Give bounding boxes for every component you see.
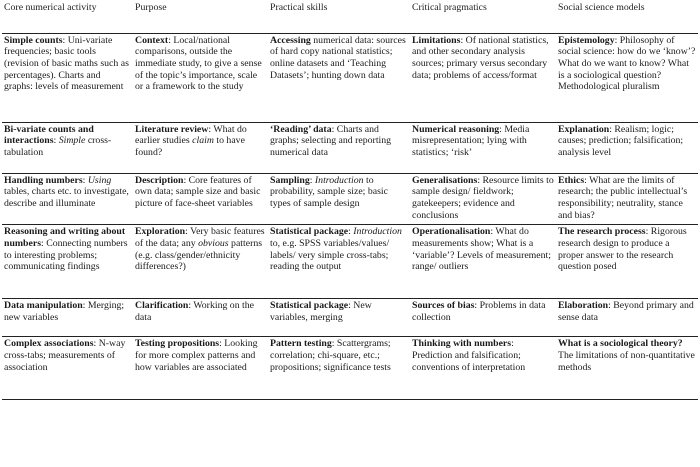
cell-text: : What are the limits of research; the public intellectual’s responsibility; neutrality, stance and bias? [558, 174, 688, 221]
table-cell [2, 225, 133, 299]
table-cell [2, 173, 133, 225]
table-row [2, 33, 698, 122]
cell-text: : Beyond primary and sense data [558, 300, 694, 324]
cell-term: What is a sociological theory? [558, 338, 683, 350]
cell-term: Pattern testing [270, 338, 332, 350]
cell-emphasis: Introduction [353, 226, 402, 238]
cell-text: : New variables, merging [270, 300, 372, 324]
table-body [2, 33, 698, 400]
table-cell [268, 225, 410, 299]
cell-emphasis: Simple [58, 135, 86, 147]
table-cell [2, 337, 133, 400]
table-cell [268, 337, 410, 400]
cell-text: : Connecting numbers to interesting problems; communicating findings [4, 238, 128, 273]
cell-text: : Of national statistics, and other secondary analysis sources; primary versus secondary data; problems of access/format [412, 34, 549, 81]
cell-term: ‘Reading’ data [270, 123, 332, 135]
cell-emphasis: Using [87, 174, 112, 186]
table-cell [268, 122, 410, 173]
cell-text: : N-way cross-tabs; measurements of association [4, 338, 126, 373]
cell-term: Clarification [135, 300, 189, 312]
cell-text: tables, charts etc. to investigate, describe and illuminate [4, 186, 129, 209]
table-cell [410, 33, 556, 122]
cell-text: : What do measurements show; What is a ‘variable’? Levels of measurement; range/ outliers [412, 226, 551, 273]
cell-term: The research process [558, 226, 646, 238]
cell-text: to have found? [135, 135, 245, 158]
column-header: Purpose [133, 0, 268, 33]
cell-text: : Core features of own data; sample size and basic picture of face-sheet variables [135, 174, 261, 209]
table-row [2, 225, 698, 299]
cell-term: Complex associations [4, 338, 94, 350]
column-header: Critical pragmatics [410, 0, 556, 33]
cell-term: Sampling [270, 174, 310, 186]
table-cell [556, 173, 698, 225]
table-row [2, 122, 698, 173]
cell-term: Context [135, 34, 169, 46]
cell-text: : Resource limits to sample design/ fieldwork; gatekeepers; evidence and conclusions [412, 174, 554, 221]
cell-text: : Problems in data collection [412, 300, 546, 324]
cell-term: Epistemology [558, 34, 615, 46]
cell-text: : Scattergrams; correlation; chi-square, etc.; propositions; significance tests [270, 338, 391, 373]
cell-term: Accessing [270, 34, 311, 46]
cell-text: : Media misrepresentation; lying with statistics; ‘risk’ [412, 123, 530, 158]
cell-term: Handling numbers [4, 174, 83, 186]
table-cell [268, 33, 410, 122]
cell-emphasis: Introduction [314, 174, 364, 186]
cell-text: : Realism; logic; causes; prediction; falsification; analysis level [558, 123, 684, 158]
cell-text: : [309, 174, 315, 186]
table-cell [133, 122, 268, 173]
cell-term: Generalisations [412, 174, 478, 186]
cell-text: The limitations of non-quantitative methods [558, 350, 695, 373]
cell-text: cross-tabulation [4, 135, 112, 158]
table-row [2, 299, 698, 337]
column-header: Social science models [556, 0, 698, 33]
cell-term: Testing propositions [135, 338, 220, 350]
table-row [2, 173, 698, 225]
column-header: Core numerical activity [2, 0, 133, 33]
cell-emphasis: obvious [198, 238, 229, 250]
table-cell [556, 337, 698, 400]
cell-text: : Rigorous research design to produce a proper answer to the research question posed [558, 226, 687, 273]
cell-term: Ethics [558, 174, 585, 186]
table-cell [556, 122, 698, 173]
cell-term: Explanation [558, 123, 610, 135]
cell-term: Bi-variate counts and interactions [4, 123, 94, 147]
cell-text: : Looking for more complex patterns and how variables are associated [135, 338, 258, 373]
cell-term: Operationalisation [412, 226, 491, 238]
cell-emphasis: claim [192, 135, 214, 147]
cell-term: Thinking with numbers [412, 338, 512, 350]
cell-term: Sources of bias [412, 300, 475, 312]
cell-text: : Uni-variate frequencies; basic tools (revision of basic maths such as percentages). Charts and graphs: levels of measurement [4, 34, 129, 93]
table-cell [410, 173, 556, 225]
curriculum-table [2, 0, 698, 400]
cell-text: : Working on the data [135, 300, 255, 324]
cell-text: patterns (e.g. class/gender/ethnicity differences?) [135, 238, 263, 273]
table-cell [268, 299, 410, 337]
table-cell [410, 337, 556, 400]
cell-text: : Very basic features of the data; any [135, 226, 265, 250]
cell-term: Elaboration [558, 300, 609, 312]
table-cell [268, 173, 410, 225]
table-cell [556, 33, 698, 122]
cell-term: Reasoning and writing about numbers [4, 226, 126, 250]
cell-text: to, e.g. SPSS variables/values/ labels/ very simple cross-tabs; reading the output [270, 238, 390, 273]
table-cell [2, 122, 133, 173]
cell-term: Description [135, 174, 184, 186]
cell-term: Statistical package [270, 300, 349, 312]
table-row [2, 337, 698, 400]
cell-text: : [82, 174, 88, 186]
cell-text: : [53, 135, 59, 147]
table-cell [556, 225, 698, 299]
cell-term: Literature review [135, 123, 209, 135]
table-cell [133, 299, 268, 337]
table-cell [410, 225, 556, 299]
header-row [2, 0, 698, 33]
cell-term: Data manipulation [4, 300, 83, 312]
table-cell [133, 33, 268, 122]
cell-text: : Prediction and falsification; conventions of interpretation [412, 338, 526, 373]
table-cell [133, 337, 268, 400]
cell-text: : Local/national comparisons, outside the immediate study, to give a sense of the topic’s importance, scale or a framework to the study [135, 34, 262, 93]
cell-text: to probability, sample size; basic types of sample design [270, 174, 388, 209]
cell-term: Statistical package [270, 226, 349, 238]
cell-text: : Merging; new variables [4, 300, 125, 324]
table-cell [133, 225, 268, 299]
cell-text: : Philosophy of social science: how do we ‘know’? What do we want to know? What is a sociological question? Methodological pluralism [558, 34, 696, 93]
cell-term: Numerical reasoning [412, 123, 500, 135]
table-cell [133, 173, 268, 225]
cell-text: : Charts and graphs; selecting and reporting numerical data [270, 123, 392, 158]
table-cell [410, 299, 556, 337]
cell-term: Exploration [135, 226, 186, 238]
cell-text: numerical data: sources of hard copy national statistics; online datasets and ‘Teaching Datasets’; hunting down data [270, 34, 406, 81]
column-header: Practical skills [268, 0, 410, 33]
cell-text: : [348, 226, 354, 238]
cell-term: Simple counts [4, 34, 63, 46]
cell-text: : What do earlier studies [135, 123, 247, 147]
cell-term: Limitations [412, 34, 461, 46]
table-cell [556, 299, 698, 337]
table-cell [2, 33, 133, 122]
table-cell [2, 299, 133, 337]
table-cell [410, 122, 556, 173]
